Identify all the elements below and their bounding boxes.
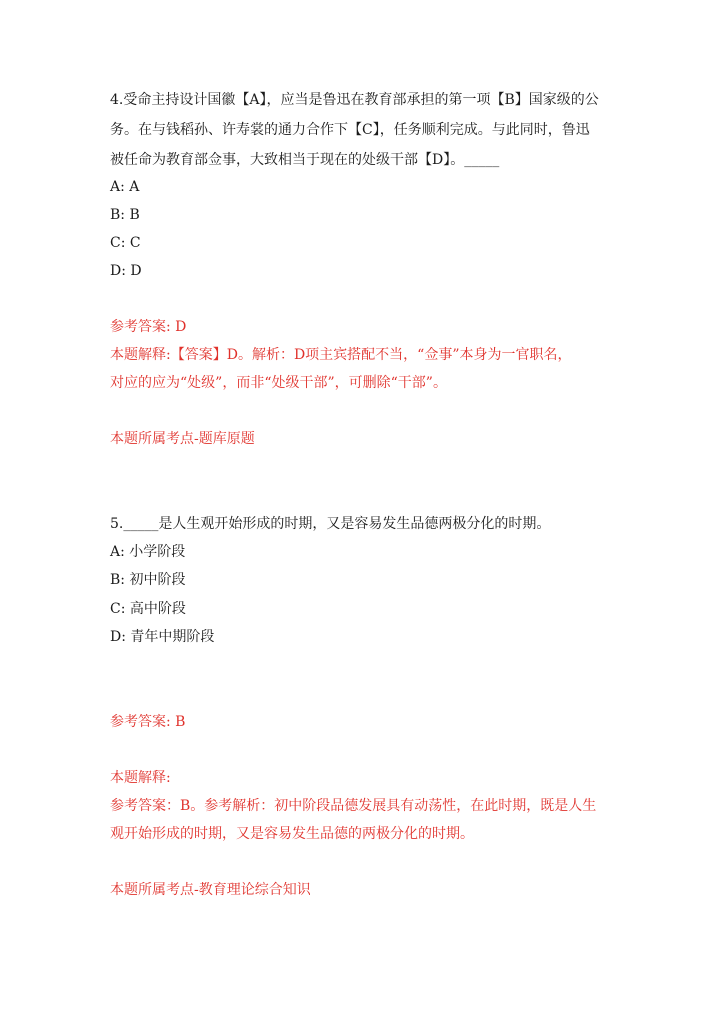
- question-5-option-d: D: 青年中期阶段: [110, 629, 215, 645]
- question-5-stem-line-1: 5._____是人生观开始形成的时期，又是容易发生品德两极分化的时期。: [110, 516, 551, 532]
- question-5-answer: 参考答案: B: [110, 714, 186, 730]
- question-5-option-b: B: 初中阶段: [110, 572, 186, 588]
- question-4-stem-line-2: 务。在与钱稻孙、许寿裳的通力合作下【C】，任务顺利完成。与此同时，鲁迅: [110, 122, 590, 138]
- question-4-stem-line-3: 被任命为教育部佥事，大致相当于现在的处级干部【D】。_____: [110, 152, 500, 168]
- question-4-option-c: C: C: [110, 235, 141, 251]
- question-4-option-b: B: B: [110, 207, 140, 223]
- question-5-explanation-line-2: 参考答案：B。参考解析：初中阶段品德发展具有动荡性，在此时期，既是人生: [110, 798, 597, 814]
- question-5-option-c: C: 高中阶段: [110, 601, 186, 617]
- question-5-category: 本题所属考点-教育理论综合知识: [110, 882, 311, 898]
- question-4-option-d: D: D: [110, 263, 142, 279]
- question-4-stem-line-1: 4.受命主持设计国徽【A】，应当是鲁迅在教育部承担的第一项【B】国家级的公: [110, 92, 599, 108]
- question-4-explanation-line-1: 本题解释:【答案】D。解析：D项主宾搭配不当，“佥事”本身为一官职名，: [110, 347, 572, 363]
- question-4-category: 本题所属考点-题库原题: [110, 431, 255, 447]
- question-4-answer: 参考答案: D: [110, 319, 187, 335]
- question-5-explanation-line-3: 观开始形成的时期，又是容易发生品德的两极分化的时期。: [110, 826, 474, 842]
- question-5-option-a: A: 小学阶段: [110, 544, 186, 560]
- question-5-explanation-line-1: 本题解释:: [110, 770, 171, 786]
- question-4-option-a: A: A: [110, 179, 140, 195]
- question-4-explanation-line-2: 对应的应为“处级”，而非“处级干部”，可删除“干部”。: [110, 375, 447, 391]
